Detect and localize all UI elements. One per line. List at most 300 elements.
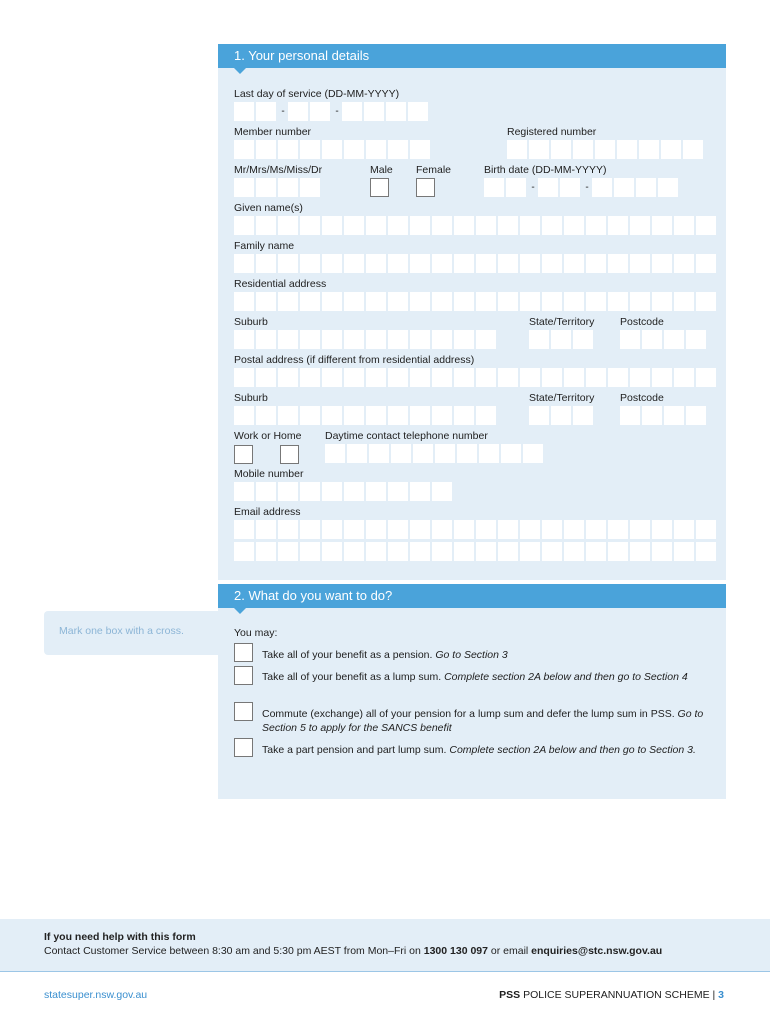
- help-phone: 1300 130 097: [423, 945, 488, 957]
- character-box[interactable]: [617, 140, 637, 159]
- character-box[interactable]: [564, 292, 584, 311]
- character-box[interactable]: [551, 140, 571, 159]
- member-number-field[interactable]: [234, 140, 432, 159]
- character-box[interactable]: [661, 140, 681, 159]
- character-box[interactable]: [630, 368, 650, 387]
- character-box[interactable]: [573, 330, 593, 349]
- character-box[interactable]: [696, 368, 716, 387]
- character-box[interactable]: [520, 542, 540, 561]
- character-box[interactable]: [344, 406, 364, 425]
- character-box[interactable]: [300, 292, 320, 311]
- character-box[interactable]: [278, 140, 298, 159]
- date-separator: -: [531, 182, 535, 193]
- character-box[interactable]: [410, 542, 430, 561]
- side-note-text: Mark one box with a cross.: [59, 625, 184, 637]
- character-box[interactable]: [652, 292, 672, 311]
- side-note: [44, 611, 224, 655]
- character-box[interactable]: [432, 482, 452, 501]
- character-box[interactable]: [498, 216, 518, 235]
- character-box[interactable]: [435, 444, 455, 463]
- character-box[interactable]: [388, 542, 408, 561]
- character-box[interactable]: [322, 368, 342, 387]
- character-box[interactable]: [432, 254, 452, 273]
- character-box[interactable]: [234, 368, 254, 387]
- character-box[interactable]: [388, 216, 408, 235]
- you-may-label: You may:: [234, 627, 278, 639]
- family-name-field[interactable]: [234, 254, 718, 273]
- character-box[interactable]: [454, 406, 474, 425]
- character-box[interactable]: [658, 178, 678, 197]
- character-box[interactable]: [344, 254, 364, 273]
- character-box[interactable]: [322, 292, 342, 311]
- character-box[interactable]: [542, 254, 562, 273]
- character-box[interactable]: [410, 482, 430, 501]
- character-box[interactable]: [234, 102, 254, 121]
- character-box[interactable]: [586, 292, 606, 311]
- character-box[interactable]: [630, 254, 650, 273]
- character-box[interactable]: [300, 216, 320, 235]
- character-box[interactable]: [479, 444, 499, 463]
- postcode-label: Postcode: [620, 316, 664, 328]
- character-box[interactable]: [344, 542, 364, 561]
- character-box[interactable]: [529, 330, 549, 349]
- character-box[interactable]: [300, 406, 320, 425]
- character-box[interactable]: [410, 140, 430, 159]
- character-box[interactable]: [410, 368, 430, 387]
- character-box[interactable]: [410, 330, 430, 349]
- character-box[interactable]: [432, 520, 452, 539]
- character-box[interactable]: [234, 482, 254, 501]
- date-separator: -: [335, 106, 339, 117]
- character-box[interactable]: [608, 292, 628, 311]
- character-box[interactable]: [278, 520, 298, 539]
- character-box[interactable]: [564, 216, 584, 235]
- character-box[interactable]: [388, 292, 408, 311]
- character-box[interactable]: [686, 330, 706, 349]
- character-box[interactable]: [608, 368, 628, 387]
- character-box[interactable]: [322, 520, 342, 539]
- character-box[interactable]: [300, 368, 320, 387]
- character-box[interactable]: [288, 102, 308, 121]
- help-text: Contact Customer Service between 8:30 am and 5:30 pm AEST from Mon–Fri on 1300 130 097 or email enquiries@stc.nsw.gov.au: [44, 945, 663, 957]
- character-box[interactable]: [529, 406, 549, 425]
- work-checkbox[interactable]: [234, 445, 253, 464]
- character-box[interactable]: [498, 368, 518, 387]
- character-box[interactable]: [614, 178, 634, 197]
- option-part-pension-text: Take a part pension and part lump sum. Complete section 2A below and then go to Section 3.: [262, 744, 696, 756]
- character-box[interactable]: [639, 140, 659, 159]
- character-box[interactable]: [564, 542, 584, 561]
- character-box[interactable]: [344, 482, 364, 501]
- residential-address-label: Residential address: [234, 278, 327, 290]
- character-box[interactable]: [386, 102, 406, 121]
- character-box[interactable]: [674, 254, 694, 273]
- character-box[interactable]: [366, 292, 386, 311]
- state2-label: State/Territory: [529, 392, 595, 404]
- last-day-label: Last day of service (DD-MM-YYYY): [234, 88, 400, 100]
- character-box[interactable]: [234, 330, 254, 349]
- option-lump-sum-checkbox[interactable]: [234, 666, 253, 685]
- character-box[interactable]: [674, 216, 694, 235]
- postal-postcode-field[interactable]: [620, 406, 708, 425]
- character-box[interactable]: [432, 216, 452, 235]
- state-field[interactable]: [529, 330, 595, 349]
- character-box[interactable]: [366, 216, 386, 235]
- option-pension-checkbox[interactable]: [234, 643, 253, 662]
- mobile-number-field[interactable]: [234, 482, 454, 501]
- title-field[interactable]: [234, 178, 322, 197]
- female-label: Female: [416, 164, 452, 176]
- character-box[interactable]: [278, 254, 298, 273]
- character-box[interactable]: [620, 406, 640, 425]
- suburb-field[interactable]: [234, 330, 498, 349]
- character-box[interactable]: [674, 292, 694, 311]
- character-box[interactable]: [366, 368, 386, 387]
- character-box[interactable]: [523, 444, 543, 463]
- title-label: Mr/Mrs/Ms/Miss/Dr: [234, 164, 323, 176]
- date-separator: -: [585, 182, 589, 193]
- character-box[interactable]: [686, 406, 706, 425]
- character-box[interactable]: [592, 178, 612, 197]
- last-day-of-service-field[interactable]: [234, 102, 430, 121]
- character-box[interactable]: [234, 520, 254, 539]
- residential-address-field[interactable]: [234, 292, 718, 311]
- character-box[interactable]: [256, 102, 276, 121]
- character-box[interactable]: [652, 520, 672, 539]
- character-box[interactable]: [664, 330, 684, 349]
- character-box[interactable]: [476, 254, 496, 273]
- character-box[interactable]: [344, 140, 364, 159]
- character-box[interactable]: [520, 292, 540, 311]
- character-box[interactable]: [300, 254, 320, 273]
- registered-number-label: Registered number: [507, 126, 597, 138]
- character-box[interactable]: [366, 406, 386, 425]
- character-box[interactable]: [344, 330, 364, 349]
- character-box[interactable]: [674, 542, 694, 561]
- character-box[interactable]: [344, 216, 364, 235]
- character-box[interactable]: [322, 140, 342, 159]
- suburb-label: Suburb: [234, 316, 268, 328]
- character-box[interactable]: [278, 406, 298, 425]
- character-box[interactable]: [564, 254, 584, 273]
- character-box[interactable]: [344, 368, 364, 387]
- character-box[interactable]: [256, 406, 276, 425]
- character-box[interactable]: [388, 368, 408, 387]
- section1-title: 1. Your personal details: [234, 48, 370, 63]
- character-box[interactable]: [256, 178, 276, 197]
- character-box[interactable]: [369, 444, 389, 463]
- character-box[interactable]: [278, 542, 298, 561]
- character-box[interactable]: [408, 102, 428, 121]
- given-names-label: Given name(s): [234, 202, 303, 214]
- character-box[interactable]: [630, 292, 650, 311]
- character-box[interactable]: [413, 444, 433, 463]
- character-box[interactable]: [457, 444, 477, 463]
- character-box[interactable]: [696, 292, 716, 311]
- postal-suburb-field[interactable]: [234, 406, 498, 425]
- character-box[interactable]: [696, 542, 716, 561]
- character-box[interactable]: [674, 368, 694, 387]
- character-box[interactable]: [586, 254, 606, 273]
- character-box[interactable]: [256, 216, 276, 235]
- character-box[interactable]: [234, 292, 254, 311]
- email-label: Email address: [234, 506, 301, 518]
- character-box[interactable]: [388, 140, 408, 159]
- character-box[interactable]: [620, 330, 640, 349]
- character-box[interactable]: [520, 520, 540, 539]
- character-box[interactable]: [234, 140, 254, 159]
- footer-scheme: PSS POLICE SUPERANNUATION SCHEME | 3: [499, 989, 724, 1001]
- character-box[interactable]: [564, 520, 584, 539]
- character-box[interactable]: [344, 520, 364, 539]
- help-heading: If you need help with this form: [44, 931, 196, 943]
- character-box[interactable]: [410, 406, 430, 425]
- character-box[interactable]: [322, 482, 342, 501]
- character-box[interactable]: [454, 292, 474, 311]
- character-box[interactable]: [366, 542, 386, 561]
- suburb2-label: Suburb: [234, 392, 268, 404]
- character-box[interactable]: [278, 178, 298, 197]
- character-box[interactable]: [410, 216, 430, 235]
- birth-date-label: Birth date (DD-MM-YYYY): [484, 164, 607, 176]
- character-box[interactable]: [506, 178, 526, 197]
- character-box[interactable]: [683, 140, 703, 159]
- character-box[interactable]: [366, 140, 386, 159]
- email-field-row2[interactable]: [234, 542, 718, 561]
- character-box[interactable]: [586, 542, 606, 561]
- website-link[interactable]: statesuper.nsw.gov.au: [44, 989, 148, 1001]
- character-box[interactable]: [388, 406, 408, 425]
- birth-date-field[interactable]: [484, 178, 680, 197]
- character-box[interactable]: [410, 520, 430, 539]
- character-box[interactable]: [664, 406, 684, 425]
- character-box[interactable]: [595, 140, 615, 159]
- character-box[interactable]: [538, 178, 558, 197]
- character-box[interactable]: [256, 368, 276, 387]
- character-box[interactable]: [551, 406, 571, 425]
- character-box[interactable]: [234, 542, 254, 561]
- character-box[interactable]: [256, 254, 276, 273]
- male-label: Male: [370, 164, 393, 176]
- character-box[interactable]: [278, 482, 298, 501]
- section2-panel: [218, 584, 726, 799]
- character-box[interactable]: [696, 520, 716, 539]
- character-box[interactable]: [300, 330, 320, 349]
- character-box[interactable]: [322, 254, 342, 273]
- character-box[interactable]: [410, 292, 430, 311]
- email-field-row1[interactable]: [234, 520, 718, 539]
- character-box[interactable]: [454, 254, 474, 273]
- character-box[interactable]: [476, 292, 496, 311]
- character-box[interactable]: [529, 140, 549, 159]
- character-box[interactable]: [573, 406, 593, 425]
- character-box[interactable]: [498, 254, 518, 273]
- option-lump-sum-text: Take all of your benefit as a lump sum. Complete section 2A below and then go to Section 4: [262, 671, 688, 683]
- character-box[interactable]: [432, 330, 452, 349]
- character-box[interactable]: [388, 330, 408, 349]
- character-box[interactable]: [256, 482, 276, 501]
- character-box[interactable]: [520, 254, 540, 273]
- character-box[interactable]: [696, 254, 716, 273]
- character-box[interactable]: [652, 542, 672, 561]
- character-box[interactable]: [642, 330, 662, 349]
- character-box[interactable]: [454, 520, 474, 539]
- footer-divider: [0, 971, 770, 972]
- character-box[interactable]: [642, 406, 662, 425]
- character-box[interactable]: [256, 330, 276, 349]
- character-box[interactable]: [501, 444, 521, 463]
- postal-address-label: Postal address (if different from residential address): [234, 354, 475, 366]
- character-box[interactable]: [300, 140, 320, 159]
- page-number: 3: [718, 989, 724, 1001]
- character-box[interactable]: [322, 542, 342, 561]
- character-box[interactable]: [498, 520, 518, 539]
- option-commute-text: Commute (exchange) all of your pension for a lump sum and defer the lump sum in PSS. Go to Section 5 to apply for the SANCS benefit: [262, 708, 704, 734]
- member-number-label: Member number: [234, 126, 312, 138]
- character-box[interactable]: [586, 216, 606, 235]
- character-box[interactable]: [520, 368, 540, 387]
- character-box[interactable]: [476, 520, 496, 539]
- character-box[interactable]: [696, 216, 716, 235]
- character-box[interactable]: [278, 216, 298, 235]
- female-checkbox[interactable]: [416, 178, 435, 197]
- character-box[interactable]: [234, 178, 254, 197]
- character-box[interactable]: [630, 216, 650, 235]
- character-box[interactable]: [388, 254, 408, 273]
- section2-title: 2. What do you want to do?: [234, 588, 393, 603]
- character-box[interactable]: [542, 520, 562, 539]
- character-box[interactable]: [586, 368, 606, 387]
- male-checkbox[interactable]: [370, 178, 389, 197]
- character-box[interactable]: [300, 542, 320, 561]
- character-box[interactable]: [234, 254, 254, 273]
- character-box[interactable]: [484, 178, 504, 197]
- registered-number-field[interactable]: [507, 140, 705, 159]
- postcode2-label: Postcode: [620, 392, 664, 404]
- work-home-label: Work or Home: [234, 430, 302, 442]
- character-box[interactable]: [310, 102, 330, 121]
- character-box[interactable]: [542, 368, 562, 387]
- character-box[interactable]: [630, 542, 650, 561]
- character-box[interactable]: [586, 520, 606, 539]
- character-box[interactable]: [636, 178, 656, 197]
- character-box[interactable]: [256, 292, 276, 311]
- character-box[interactable]: [560, 178, 580, 197]
- character-box[interactable]: [234, 216, 254, 235]
- character-box[interactable]: [652, 254, 672, 273]
- header-notch: [234, 68, 246, 74]
- character-box[interactable]: [278, 368, 298, 387]
- character-box[interactable]: [432, 542, 452, 561]
- character-box[interactable]: [573, 140, 593, 159]
- character-box[interactable]: [300, 482, 320, 501]
- character-box[interactable]: [507, 140, 527, 159]
- header-notch: [234, 608, 246, 614]
- option-commute-checkbox[interactable]: [234, 702, 253, 721]
- character-box[interactable]: [498, 292, 518, 311]
- postcode-field[interactable]: [620, 330, 708, 349]
- character-box[interactable]: [344, 292, 364, 311]
- character-box[interactable]: [476, 406, 496, 425]
- character-box[interactable]: [322, 216, 342, 235]
- character-box[interactable]: [432, 368, 452, 387]
- character-box[interactable]: [542, 542, 562, 561]
- character-box[interactable]: [234, 406, 254, 425]
- postal-state-field[interactable]: [529, 406, 595, 425]
- home-checkbox[interactable]: [280, 445, 299, 464]
- character-box[interactable]: [366, 482, 386, 501]
- character-box[interactable]: [388, 482, 408, 501]
- character-box[interactable]: [652, 216, 672, 235]
- character-box[interactable]: [542, 292, 562, 311]
- character-box[interactable]: [364, 102, 384, 121]
- character-box[interactable]: [432, 406, 452, 425]
- character-box[interactable]: [454, 542, 474, 561]
- character-box[interactable]: [454, 216, 474, 235]
- character-box[interactable]: [278, 292, 298, 311]
- given-names-field[interactable]: [234, 216, 718, 235]
- character-box[interactable]: [256, 520, 276, 539]
- section1-header: [218, 44, 726, 68]
- character-box[interactable]: [454, 368, 474, 387]
- character-box[interactable]: [542, 216, 562, 235]
- character-box[interactable]: [432, 292, 452, 311]
- character-box[interactable]: [391, 444, 411, 463]
- character-box[interactable]: [608, 216, 628, 235]
- character-box[interactable]: [366, 330, 386, 349]
- character-box[interactable]: [410, 254, 430, 273]
- character-box[interactable]: [551, 330, 571, 349]
- character-box[interactable]: [278, 330, 298, 349]
- option-part-pension-checkbox[interactable]: [234, 738, 253, 757]
- character-box[interactable]: [300, 178, 320, 197]
- character-box[interactable]: [454, 330, 474, 349]
- character-box[interactable]: [476, 216, 496, 235]
- character-box[interactable]: [342, 102, 362, 121]
- character-box[interactable]: [674, 520, 694, 539]
- character-box[interactable]: [608, 542, 628, 561]
- character-box[interactable]: [256, 542, 276, 561]
- character-box[interactable]: [325, 444, 345, 463]
- date-separator: -: [281, 106, 285, 117]
- character-box[interactable]: [388, 520, 408, 539]
- character-box[interactable]: [347, 444, 367, 463]
- character-box[interactable]: [498, 542, 518, 561]
- daytime-phone-label: Daytime contact telephone number: [325, 430, 488, 442]
- character-box[interactable]: [322, 330, 342, 349]
- character-box[interactable]: [366, 520, 386, 539]
- character-box[interactable]: [652, 368, 672, 387]
- character-box[interactable]: [476, 368, 496, 387]
- character-box[interactable]: [564, 368, 584, 387]
- character-box[interactable]: [608, 520, 628, 539]
- character-box[interactable]: [476, 330, 496, 349]
- character-box[interactable]: [630, 520, 650, 539]
- character-box[interactable]: [608, 254, 628, 273]
- help-email-link[interactable]: enquiries@stc.nsw.gov.au: [531, 945, 663, 957]
- postal-address-field[interactable]: [234, 368, 718, 387]
- family-name-label: Family name: [234, 240, 295, 252]
- mobile-label: Mobile number: [234, 468, 304, 480]
- character-box[interactable]: [256, 140, 276, 159]
- character-box[interactable]: [520, 216, 540, 235]
- character-box[interactable]: [476, 542, 496, 561]
- character-box[interactable]: [300, 520, 320, 539]
- daytime-phone-field[interactable]: [325, 444, 545, 463]
- section2-header: [218, 584, 726, 608]
- character-box[interactable]: [366, 254, 386, 273]
- character-box[interactable]: [322, 406, 342, 425]
